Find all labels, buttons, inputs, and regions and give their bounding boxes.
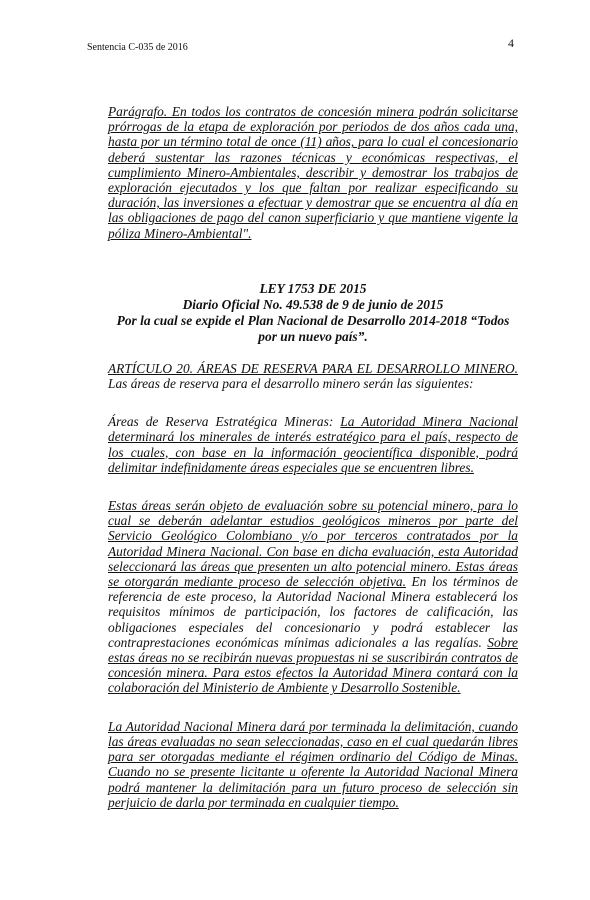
evaluation-plain: En los términos de referencia de este proceso, la Autoridad Nacional Minera establecerá los requisitos mínimos de participación, los factores de calificación, las obligaciones especiales del concesionario y podrá establecer las contraprestaciones económicas mínimas adicionales a las regalías.	[108, 574, 518, 650]
law-title: LEY 1753 DE 2015	[259, 280, 367, 296]
law-publication: Diario Oficial No. 49.538 de 9 de junio de 2015	[182, 296, 444, 312]
law-description: Por la cual se expide el Plan Nacional de Desarrollo 2014-2018 “Todos por un nuevo país”.	[116, 312, 510, 344]
page-number: 4	[508, 36, 514, 50]
paragrafo-underlined: Parágrafo. En todos los contratos de concesión minera podrán solicitarse prórrogas de la etapa de exploración por periodos de dos años cada una, hasta por un término total de once (11) años, para lo cual el concesionario deberá sustentar las razones técnicas y económicas respectivas, el cumplimiento Minero-Ambientales, describir y demostrar los trabajos de exploración ejecutados y los que faltan por realizar especificando su duración, las inversiones a efectuar y demostrar que se encuentra al día en las obligaciones de pago del canon superficiario y que mantiene vigente la póliza Minero-Ambiental".	[108, 104, 518, 241]
evaluation-underlined-tail: Sobre estas áreas no se recibirán nuevas propuestas ni se suscribirán contratos de concesión minera. Para estos efectos la Autoridad Minera contará con la colaboración del Ministerio de Ambiente y Desarrollo Sostenible.	[108, 634, 518, 696]
article-heading: ARTÍCULO 20. ÁREAS DE RESERVA PARA EL DESARROLLO MINERO.	[108, 360, 518, 376]
running-header: Sentencia C-035 de 2016	[87, 42, 188, 53]
reserve-areas-lead: Áreas de Reserva Estratégica Mineras:	[108, 414, 341, 430]
article-paragraph	[108, 361, 518, 391]
reserve-areas-text: La Autoridad Minera Nacional determinará los minerales de interés estratégico para el país, respecto de los cuales, con base en la información geocientífica disponible, podrá delimitar indefinidamente áreas especiales que se encuentren libres.	[108, 414, 518, 475]
termination-text: La Autoridad Nacional Minera dará por terminada la delimitación, cuando las áreas evaluadas no sean seleccionadas, caso en el cual quedarán libres para ser otorgadas mediante el régimen ordinario del Código de Minas. Cuando no se presente licitante u oferente la Autoridad Nacional Minera podrá mantener la delimitación para un futuro proceso de selección sin perjuicio de darla por terminada en cualquier tiempo.	[108, 718, 518, 810]
article-intro: Las áreas de reserva para el desarrollo minero serán las siguientes:	[108, 376, 474, 392]
evaluation-paragraph	[108, 498, 518, 696]
paragrafo-text	[108, 104, 518, 241]
evaluation-underlined: Estas áreas serán objeto de evaluación sobre su potencial minero, para lo cual se deberán adelantar estudios geológicos mineros por parte del Servicio Geológico Colombiano y/o por terceros contratados por la Autoridad Minera Nacional. Con base en dicha evaluación, esta Autoridad seleccionará las áreas que presenten un alto potencial minero. Estas áreas se otorgarán mediante proceso de selección objetiva.	[108, 498, 518, 590]
reserve-areas-paragraph	[108, 414, 518, 475]
termination-paragraph	[108, 719, 518, 810]
document-body	[108, 104, 518, 810]
